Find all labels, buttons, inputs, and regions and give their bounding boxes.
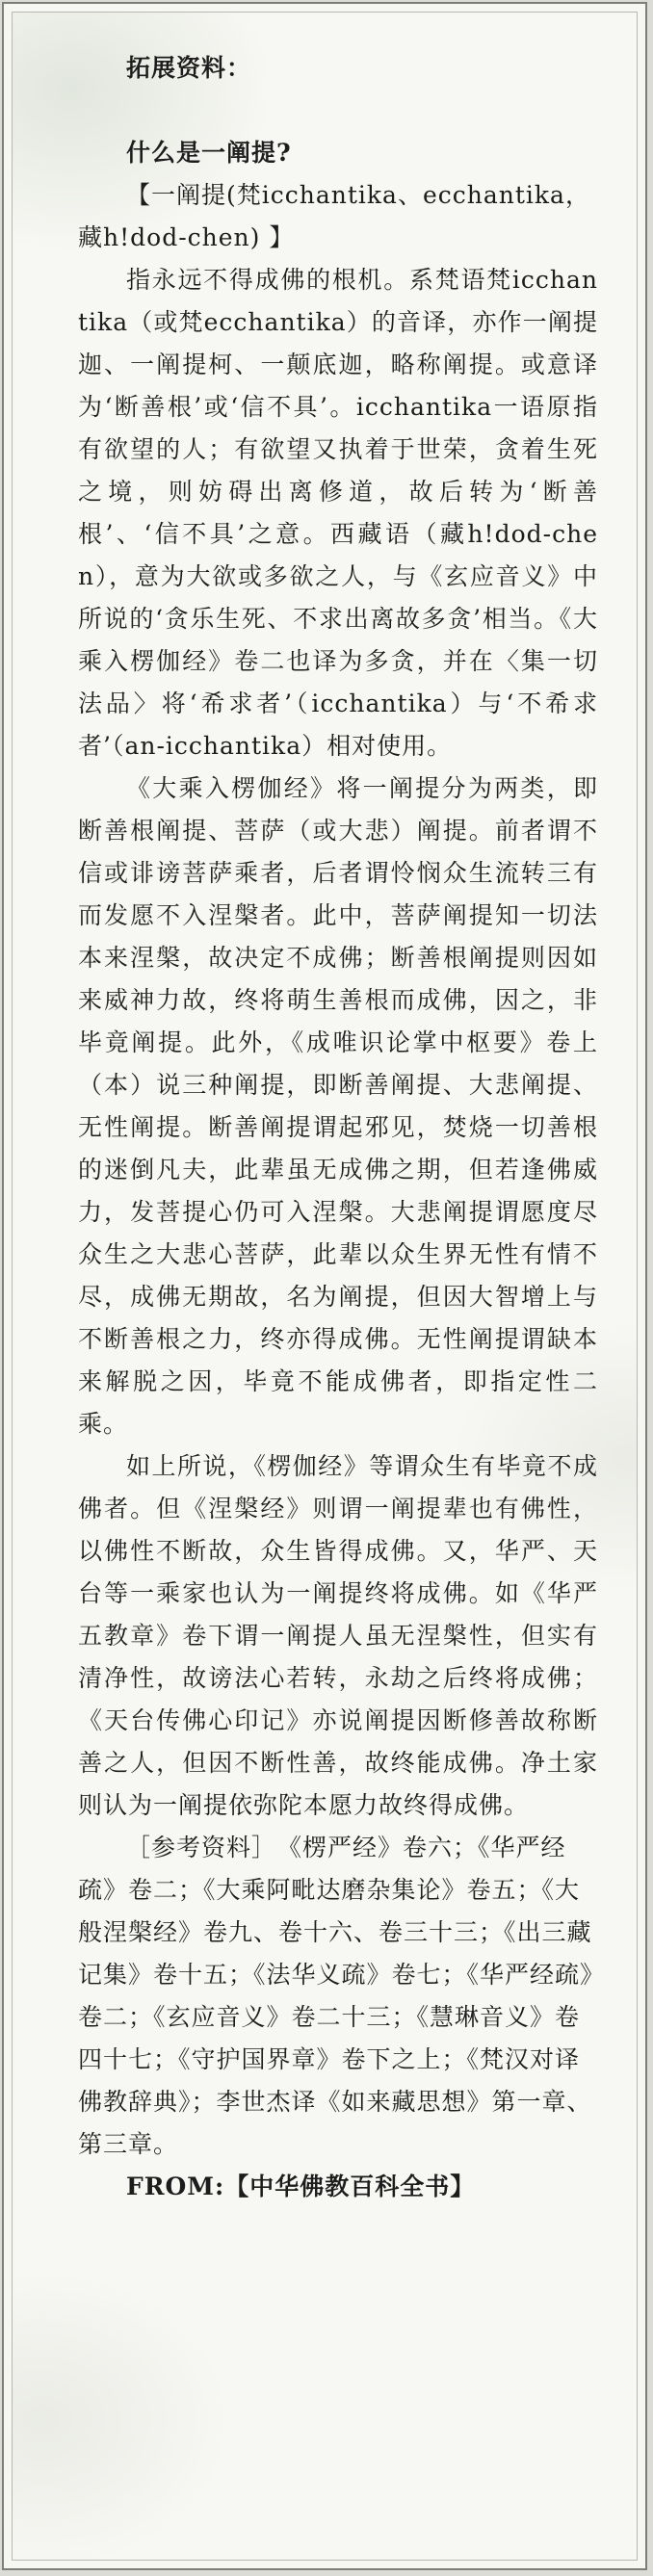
section-heading: 拓展资料： <box>126 54 252 82</box>
paper-background <box>12 12 638 2561</box>
article-body <box>78 47 598 2208</box>
question-heading: 什么是一阐提? <box>126 139 292 167</box>
paragraph-two-types: 《大乘入楞伽经》将一阐提分为两类，即断善根阐提、菩萨（或大悲）阐提。前者谓不信或诽谤菩萨乘者，后者谓怜悯众生流转三有而发愿不入涅槃者。此中，菩萨阐提知一切法本来涅槃，故决定不成佛；断善根阐提则因如来威神力故，终将萌生善根而成佛，因之，非毕竟阐提。此外，《成唯识论掌中枢要》卷上（本）说三种阐提，即断善阐提、大悲阐提、无性阐提。断善阐提谓起邪见，焚烧一切善根的迷倒凡夫，此辈虽无成佛之期，但若逢佛威力，发菩提心仍可入涅槃。大悲阐提谓愿度尽众生之大悲心菩萨，此辈以众生界无性有情不尽，成佛无期故，名为阐提，但因大智增上与不断善根之力，终亦得成佛。无性阐提谓缺本来解脱之因，毕竟不能成佛者，即指定性二乘。 <box>78 774 598 1438</box>
paragraph-buddha-nature: 如上所说，《楞伽经》等谓众生有毕竟不成佛者。但《涅槃经》则谓一阐提辈也有佛性，以佛性不断故，众生皆得成佛。又，华严、天台等一乘家也认为一阐提终将成佛。如《华严五教章》卷下谓一阐提人虽无涅槃性，但实有清净性，故谤法心若转，永劫之后终将成佛；《天台传佛心印记》亦说阐提因断修善故称断善之人，但因不断性善，故终能成佛。净土家则认为一阐提依弥陀本愿力故终得成佛。 <box>78 1452 598 1819</box>
page-frame <box>2 2 647 2570</box>
term-definition-header: 【一阐提(梵icchantika、ecchantika，藏h!dod-chen) 】 <box>78 181 590 251</box>
references: ［参考资料］ 《楞严经》卷六；《华严经疏》卷二；《大乘阿毗达磨杂集论》卷五；《大般涅槃经》卷九、卷十六、卷三十三；《出三藏记集》卷十五；《法华义疏》卷七；《华严经疏》卷二；《玄应音义》卷二十三；《慧琳音义》卷四十七；《守护国界章》卷下之上；《梵汉对译佛教辞典》；李世杰译《如来藏思想》第一章、第三章。 <box>78 1834 593 2158</box>
source-attribution: FROM:【中华佛教百科全书】 <box>126 2173 476 2200</box>
paragraph-definition: 指永远不得成佛的根机。系梵语梵icchantika（或梵ecchantika）的音译，亦作一阐提迦、一阐提柯、一颠底迦，略称阐提。或意译为‘断善根’或‘信不具’。icchantika一语原指有欲望的人；有欲望又执着于世荣，贪着生死之境，则妨碍出离修道，故后转为‘断善根’、‘信不具’之意。西藏语（藏h!dod-chen），意为大欲或多欲之人，与《玄应音义》中所说的‘贪乐生死、不求出离故多贪’相当。《大乘入楞伽经》卷二也译为多贪，并在〈集一切法品〉将‘希求者’（icchantika）与‘不希求者’（an-icchantika）相对使用。 <box>78 266 598 760</box>
blank-line <box>78 90 598 132</box>
